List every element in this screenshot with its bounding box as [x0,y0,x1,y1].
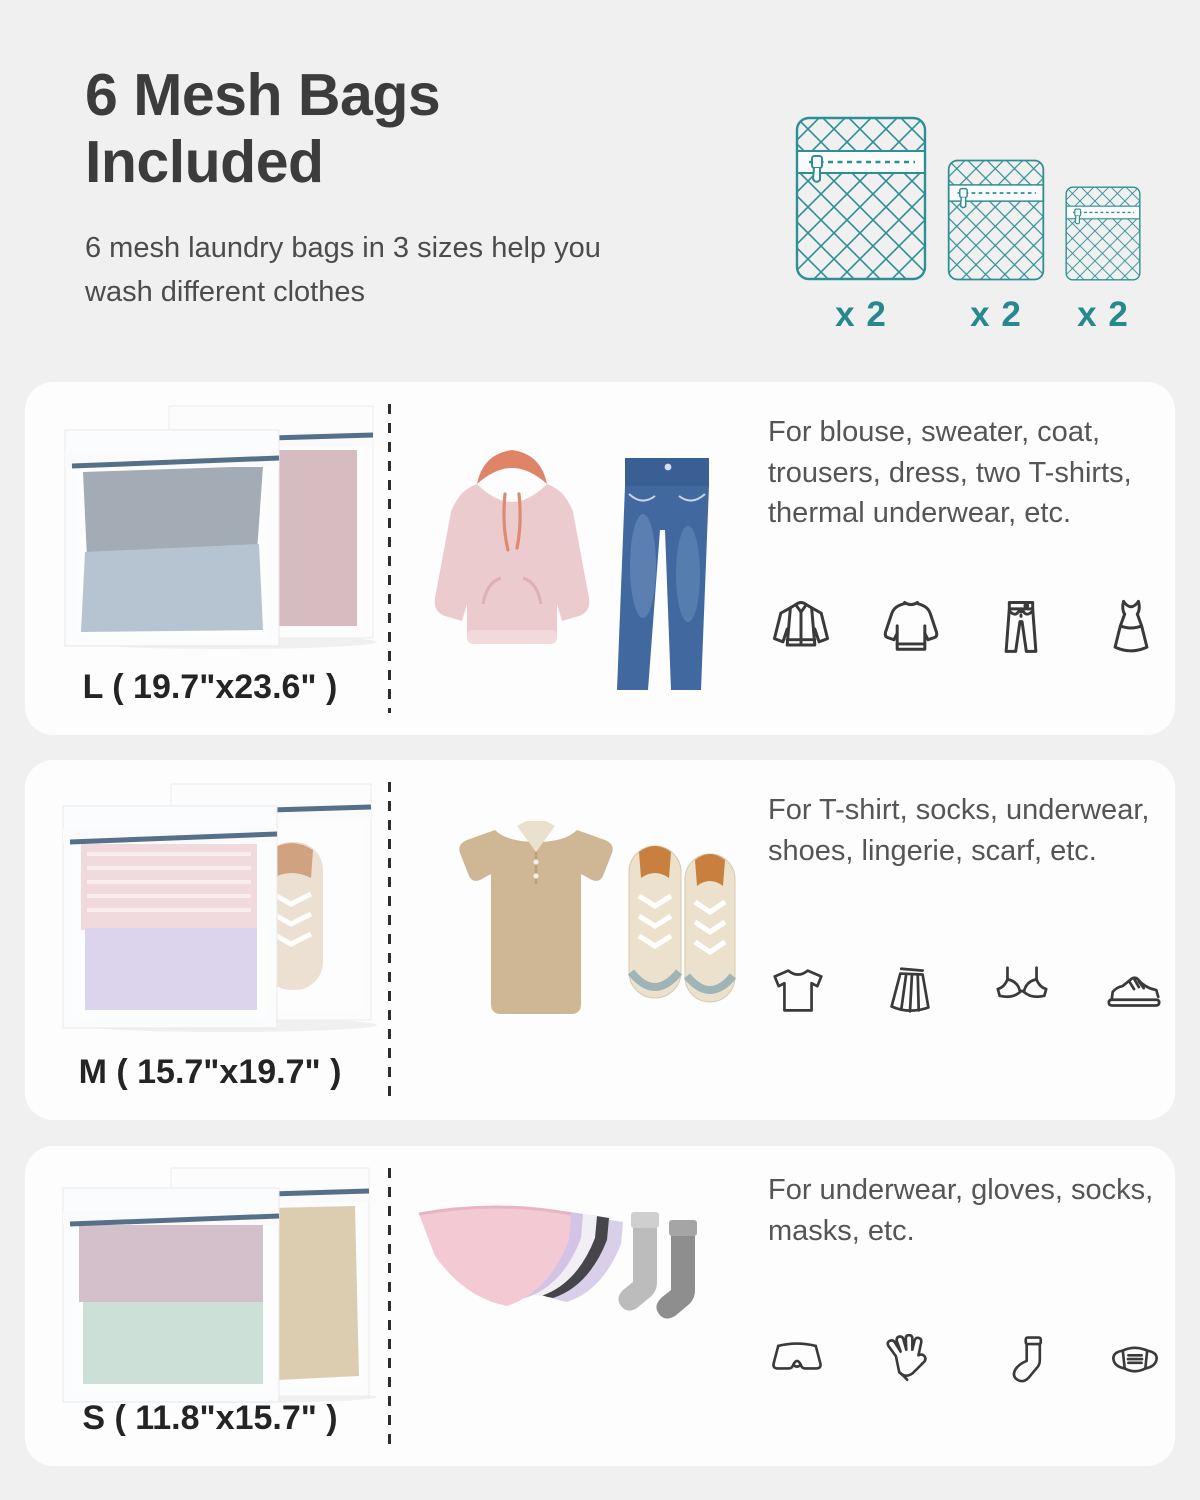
mask-icon [1105,1330,1165,1390]
sneaker-icon [1103,960,1165,1022]
m-bags-photo [57,778,387,1033]
bag-size-medium [947,159,1045,335]
bag-size-large [795,116,927,335]
icons-row-l [767,594,1165,662]
usage-text-l: For blouse, sweater, coat, trousers, dress, two T-shirts, thermal underwear, etc. [768,416,1132,530]
polo-sneakers-photo [407,788,737,1060]
card-size-s [25,1146,1175,1466]
glove-icon [880,1330,940,1390]
dashed-divider [388,1168,391,1444]
s-bags-photo [57,1164,387,1404]
page-subtitle: 6 mesh laundry bags in 3 sizes help you wash different clothes [85,232,601,308]
size-label-s: S ( 11.8"x15.7" ) [82,1399,338,1437]
skirt-icon [879,960,941,1022]
header [85,62,660,314]
mesh-bag-large-icon [795,116,927,281]
usage-text-m: For T-shirt, socks, underwear, shoes, lingerie, scarf, etc. [768,794,1150,867]
hoodie-jeans-photo [407,406,737,696]
page-title-line1: 6 Mesh Bags [85,62,441,128]
icons-row-m [767,960,1165,1022]
bag-size-set [795,116,1141,335]
bag-size-small [1065,186,1141,335]
l-bags-photo [57,400,387,650]
card-size-m [25,760,1175,1120]
icons-row-s [767,1330,1165,1390]
mesh-bag-medium-icon [947,159,1045,281]
bag-count-label: x 2 [970,295,1022,334]
size-label-m: M ( 15.7"x19.7" ) [78,1053,342,1091]
dashed-divider [388,782,391,1098]
sock-icon [992,1330,1052,1390]
dashed-divider [388,404,391,713]
mesh-bag-small-icon [1065,186,1141,281]
underwear-icon [767,1330,827,1390]
card-size-l [25,382,1175,735]
sweater-icon [877,594,945,662]
tshirt-icon [767,960,829,1022]
bag-count-label: x 2 [1077,295,1129,334]
trousers-icon [987,594,1055,662]
jacket-icon [767,594,835,662]
usage-text-s: For underwear, gloves, socks, masks, etc. [768,1174,1154,1247]
bra-icon [991,960,1053,1022]
page-title [85,62,660,195]
bag-count-label: x 2 [835,295,887,334]
size-label-l: L ( 19.7"x23.6" ) [82,668,338,706]
page-title-line2: Included [85,128,324,195]
underwear-socks-photo [407,1194,737,1424]
dress-icon [1097,594,1165,662]
